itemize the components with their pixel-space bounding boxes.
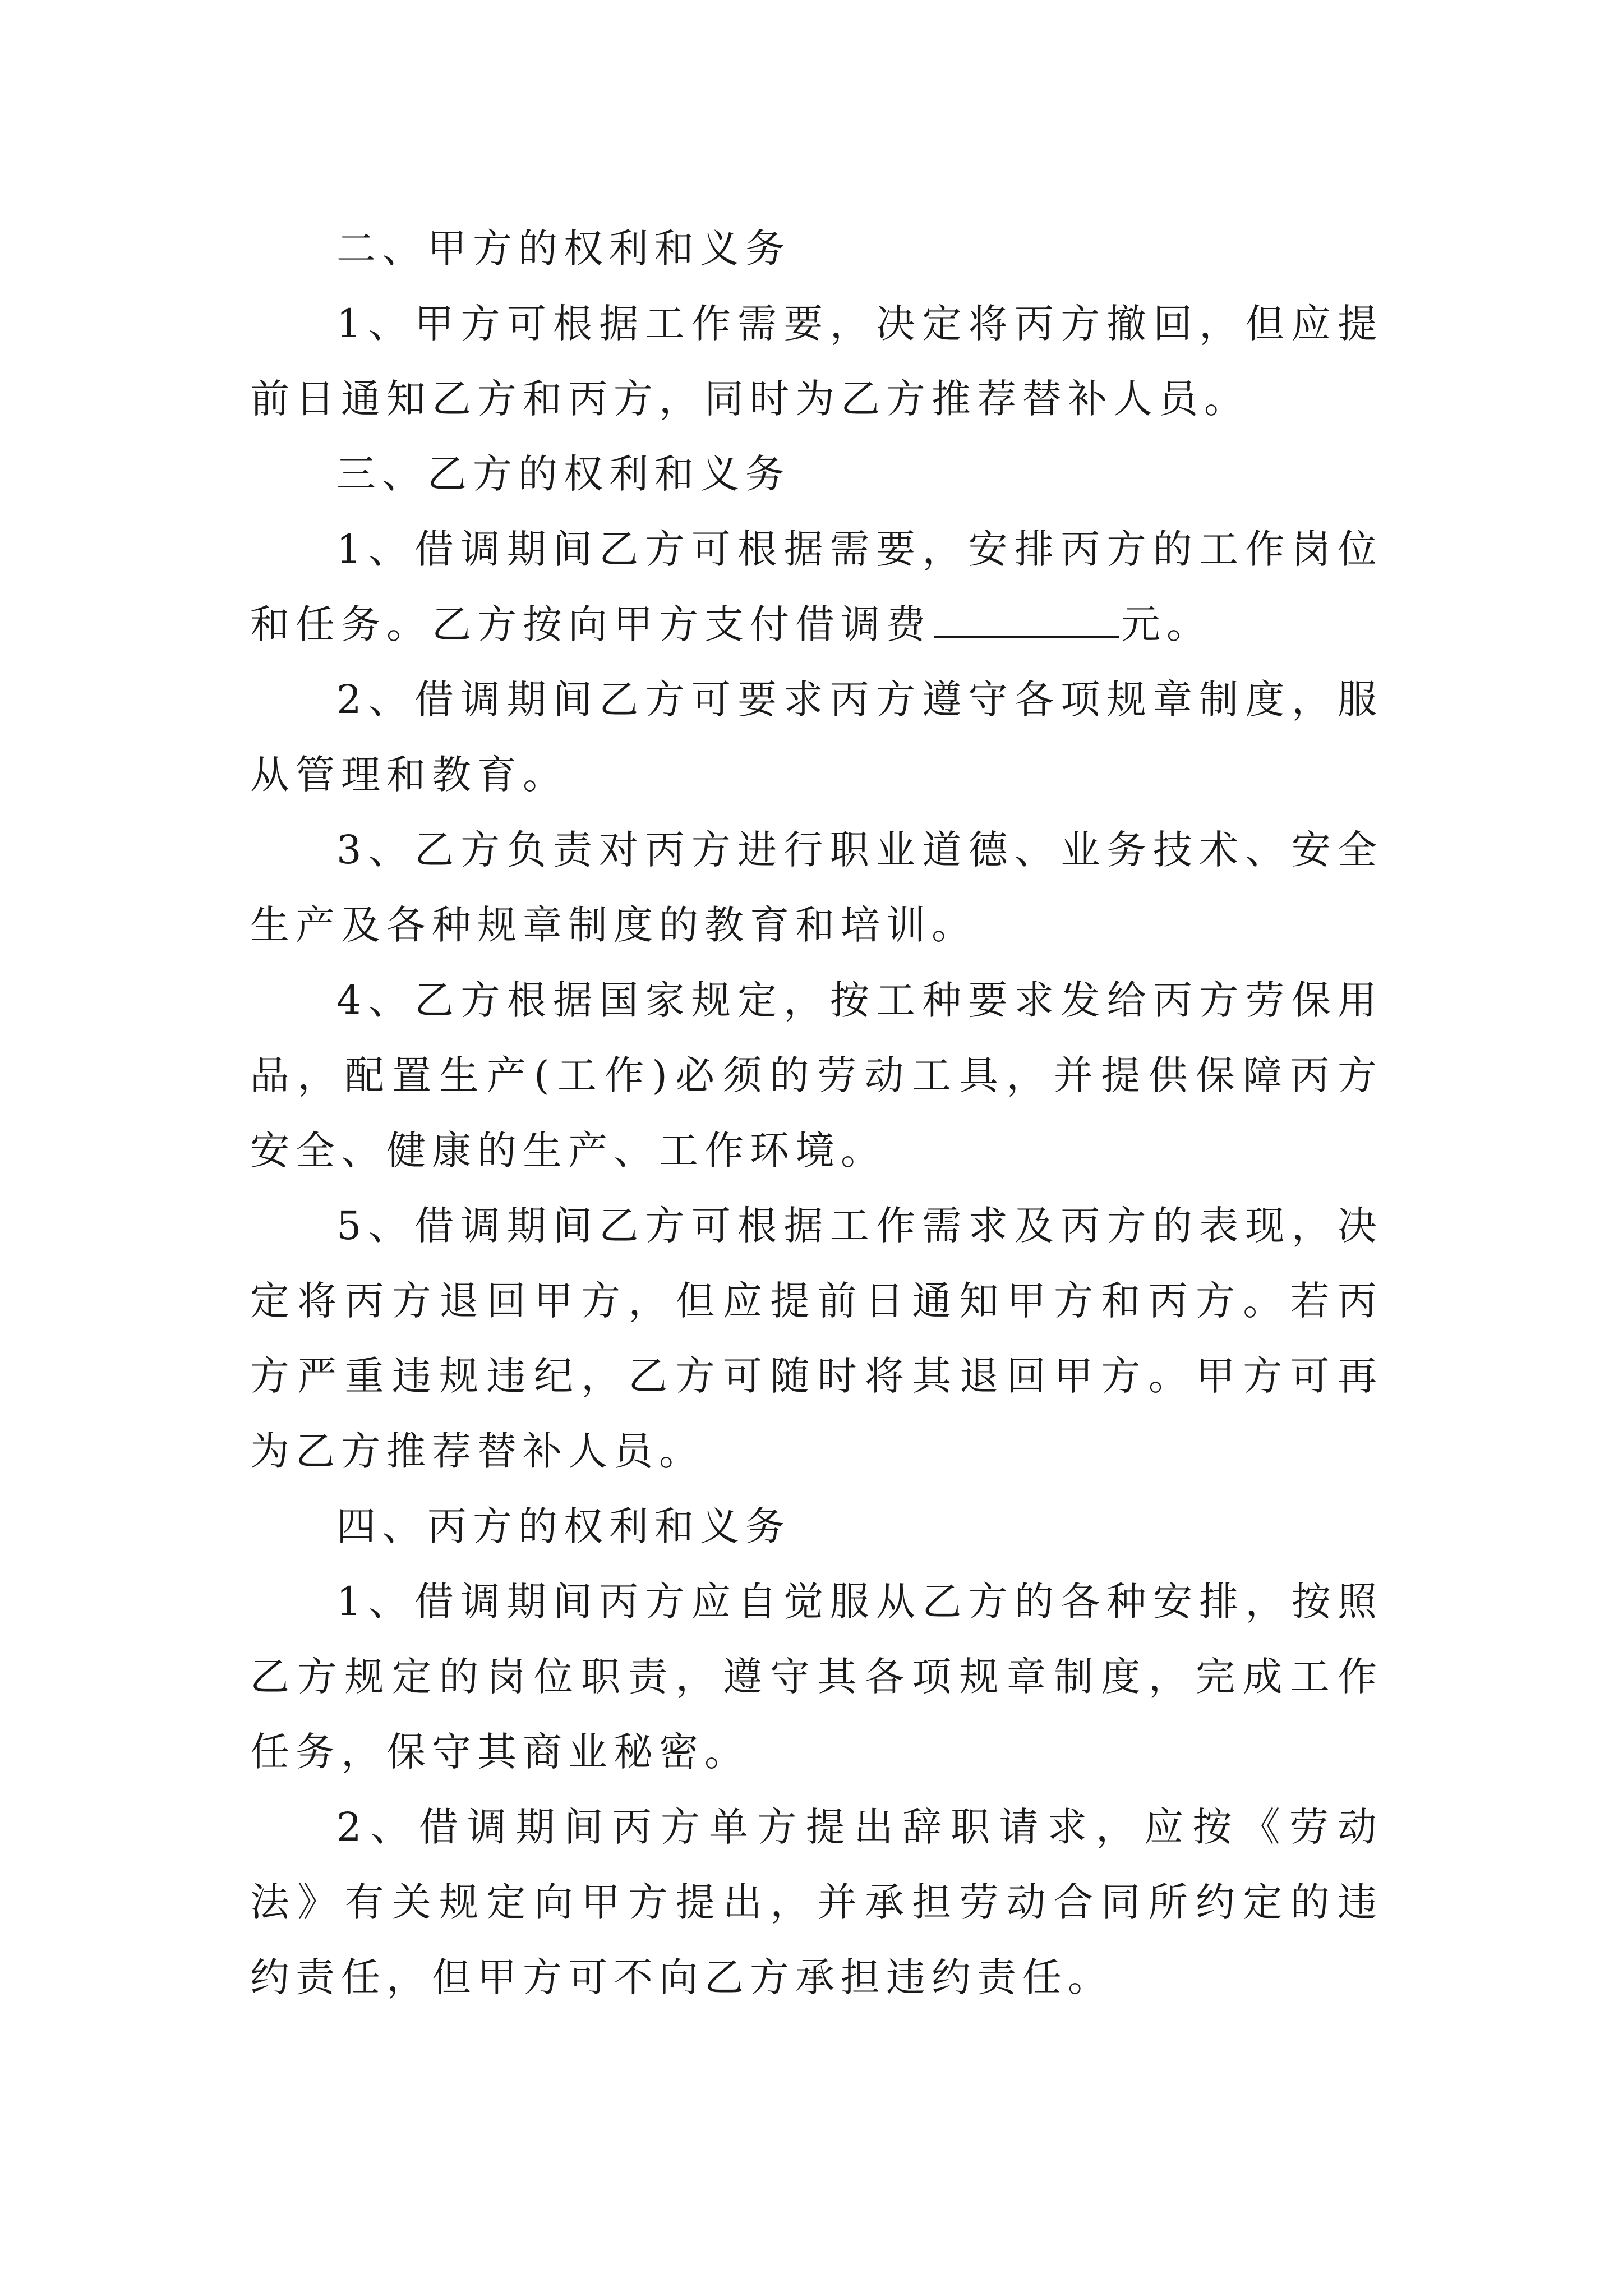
section3-item1-text: 1、借调期间乙方可根据需要，安排丙方的工作岗位和任务。乙方按向甲方支付借调费 [250,526,1383,647]
section3-item1 [250,512,1383,662]
section4-heading: 四、丙方的权利和义务 [336,1503,791,1549]
section2-item1: 1、甲方可根据工作需要，决定将丙方撤回，但应提前日通知乙方和丙方，同时为乙方推荐替补人员。 [250,301,1383,422]
section3-item1-unit: 元。 [1121,601,1212,647]
fee-blank-line [934,602,1119,638]
section4-item2: 2、借调期间丙方单方提出辞职请求，应按《劳动法》有关规定向甲方提出，并承担劳动合同所约定的违约责任，但甲方可不向乙方承担违约责任。 [250,1804,1383,2000]
section3-item2: 2、借调期间乙方可要求丙方遵守各项规章制度，服从管理和教育。 [250,677,1383,798]
section3-item5: 5、借调期间乙方可根据工作需求及丙方的表现，决定将丙方退回甲方，但应提前日通知甲方和丙方。若丙方严重违规违纪，乙方可随时将其退回甲方。甲方可再为乙方推荐替补人员。 [250,1203,1383,1474]
contract-body [250,211,1383,2015]
section2-heading: 二、甲方的权利和义务 [336,226,791,272]
section3-item4: 4、乙方根据国家规定，按工种要求发给丙方劳保用品，配置生产(工作)必须的劳动工具，并提供保障丙方安全、健康的生产、工作环境。 [250,977,1383,1174]
section3-heading: 三、乙方的权利和义务 [336,451,791,497]
section3-item3: 3、乙方负责对丙方进行职业道德、业务技术、安全生产及各种规章制度的教育和培训。 [250,827,1383,948]
section4-item1: 1、借调期间丙方应自觉服从乙方的各种安排，按照乙方规定的岗位职责，遵守其各项规章制度，完成工作任务，保守其商业秘密。 [250,1579,1383,1775]
